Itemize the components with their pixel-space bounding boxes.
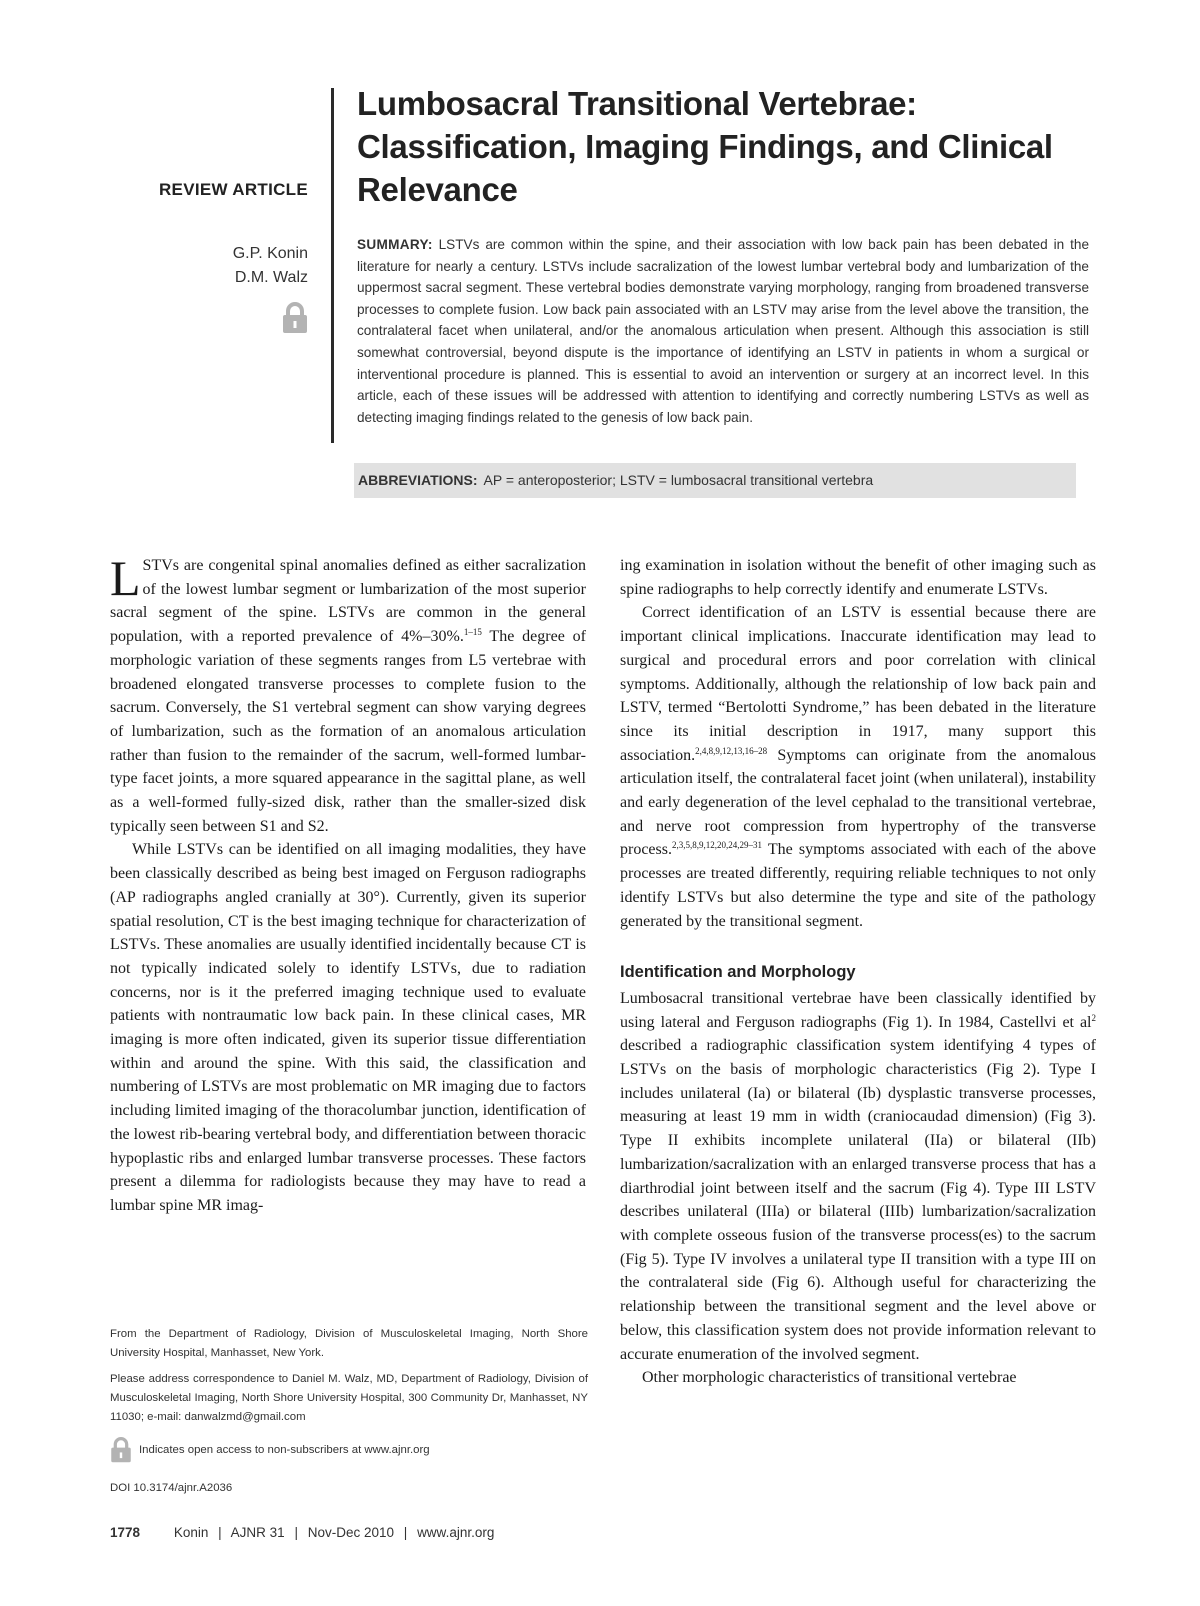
open-access-text: Indicates open access to non-subscribers at www.ajnr.org: [139, 1443, 430, 1456]
article-meta: [108, 180, 308, 334]
paragraph-text: The symptoms associated with each of the above processes are treated differently, requiring reliable techniques to not only identify LSTVs but also determine the type and site of the pathology generated by the transitional segment.: [620, 841, 1096, 930]
drop-cap: L: [110, 550, 141, 606]
body-column-right: [620, 554, 1096, 1390]
paragraph: [620, 987, 1096, 1366]
paragraph: While LSTVs can be identified on all imaging modalities, they have been classically described as being best imaged on Ferguson radiographs (AP radiographs angled cranially at 30°). Currently, given its superior spatial resolution, CT is the best imaging technique for characterization of LSTVs. These anomalies are usually identified incidentally because CT is not typically indicated solely to identify LSTVs, due to radiation concerns, nor is it the preferred imaging technique used to evaluate patients with nontraumatic low back pain. In these clinical cases, MR imaging is more often indicated, given its superior tissue differentiation within and around the spine. With this said, the classification and numbering of LSTVs are most problematic on MR imaging due to factors including limited imaging of the thoracolumbar junction, identification of the lowest rib-bearing vertebral body, and differentiation between thoracic hypoplastic ribs and enlarged lumbar transverse processes. These factors present a dilemma for radiologists because they may have to read a lumbar spine MR imag-: [110, 841, 586, 1214]
citation[interactable]: 2: [1091, 1012, 1096, 1023]
open-access-note: [110, 1437, 588, 1463]
page-footer: [110, 1525, 494, 1540]
header-divider: [331, 88, 334, 443]
citation[interactable]: 1–15: [463, 627, 482, 638]
author-list: [108, 242, 308, 290]
paragraph-text: described a radiographic classification system identifying 4 types of LSTVs on the basis of morphologic characteristics (Fig 2). Type I includes unilateral (Ia) or bilateral (Ib) dysplastic transverse processes, measuring at least 19 mm in width (craniocaudad dimension) (Fig 3). Type II exhibits incomplete unilateral (IIa) or bilateral (IIb) lumbarization/sacralization with an enlarged transverse process that has a diarthrodial joint between itself and the sacrum (Fig 4). Type III LSTV describes unilateral (IIIa) or bilateral (IIIb) lumbarization/sacralization with complete osseous fusion of the transverse process(es) to the sacrum (Fig 5). Type IV involves a unilateral type II transition with a type III on the contralateral side (Fig 6). Although useful for characterizing the relationship between the transitional segment and the level above or below, this classification system does not provide information relevant to accurate enumeration of the involved segment.: [620, 1037, 1096, 1363]
citation[interactable]: 2,4,8,9,12,13,16–28: [695, 745, 768, 756]
lock-icon: [110, 1437, 132, 1463]
paragraph: [110, 550, 587, 838]
article-type: REVIEW ARTICLE: [158, 180, 308, 199]
correspondence: Please address correspondence to Daniel M. Walz, MD, Department of Radiology, Division of Musculoskeletal Imaging, North Shore University Hospital, 300 Community Dr, Manhasset, NY 11030; e-mail: danwalzmd@gmail.com: [110, 1373, 588, 1423]
abbreviations-label: ABBREVIATIONS:: [358, 472, 478, 488]
footer-url[interactable]: www.ajnr.org: [417, 1525, 495, 1540]
citation[interactable]: 2,3,5,8,9,12,20,24,29–31: [671, 840, 762, 851]
paragraph-text: STVs are congenital spinal anomalies defined as either sacralization of the lowest lumbar segment or lumbarization of the most superior sacral segment of the spine. LSTVs are common in the general population, with a reported prevalence of 4%–30%.: [110, 557, 586, 646]
abbreviations-text: AP = anteroposterior; LSTV = lumbosacral transitional vertebra: [483, 472, 874, 488]
footer-date: Nov-Dec 2010: [307, 1525, 395, 1540]
body-column-left: [110, 550, 587, 1218]
paragraph-text: Correct identification of an LSTV is essential because there are important clinical implications. Inaccurate identification may lead to surgical and procedural errors and poor correlation with clinical symptoms. Additionally, although the relationship of low back pain and LSTV, termed “Bertolotti Syndrome,” has been debated in the literature since its initial description in 1917, many support this association.: [620, 604, 1096, 764]
footer-separator: |: [218, 1525, 222, 1540]
footer-separator: |: [294, 1525, 298, 1540]
summary: [357, 234, 1089, 428]
paragraph: ing examination in isolation without the benefit of other imaging such as spine radiographs to help correctly identify and enumerate LSTVs.: [620, 557, 1096, 598]
footer-separator: |: [403, 1525, 408, 1540]
paragraph: Other morphologic characteristics of transitional vertebrae: [642, 1369, 1017, 1387]
paragraph: [620, 601, 1096, 933]
paragraph-text: Lumbosacral transitional vertebrae have been classically identified by using lateral and Ferguson radiographs (Fig 1). In 1984, Castellvi et al: [620, 989, 1096, 1031]
doi: DOI 10.3174/ajnr.A2036: [110, 1482, 233, 1494]
abbreviations-box: [354, 463, 1076, 498]
section-heading: Identification and Morphology: [620, 963, 856, 982]
open-access-lock-icon: [108, 302, 308, 334]
author-name: D.M. Walz: [234, 269, 308, 286]
article-title: Lumbosacral Transitional Vertebrae: Classification, Imaging Findings, and Clinical Relevance: [357, 85, 1053, 208]
summary-text: LSTVs are common within the spine, and their association with low back pain has been debated in the literature for nearly a century. LSTVs include sacralization of the lowest lumbar vertebral body and lumbarization of the uppermost sacral segment. These vertebral bodies demonstrate varying morphology, ranging from broadened transverse processes to complete fusion. Low back pain associated with an LSTV may arise from the level above the transition, the contralateral facet when unilateral, and/or the anomalous articulation when present. Although this association is still somewhat controversial, beyond dispute is the importance of identifying an LSTV in patients in whom a surgical or interventional procedure is planned. This is essential to avoid an intervention or surgery at an incorrect level. In this article, each of these issues will be addressed with attention to identifying and correctly numbering LSTVs as well as detecting imaging findings related to the genesis of low back pain.: [357, 237, 1090, 425]
footer-author: Konin: [173, 1525, 209, 1540]
summary-label: SUMMARY:: [357, 237, 433, 252]
footer-journal: AJNR 31: [230, 1525, 285, 1540]
affiliation-from: From the Department of Radiology, Division of Musculoskeletal Imaging, North Shore University Hospital, Manhasset, New York.: [110, 1328, 588, 1359]
author-name: G.P. Konin: [232, 245, 308, 262]
affiliation-notes: [110, 1325, 588, 1505]
paragraph-text: The degree of morphologic variation of these segments ranges from L5 vertebrae with broadened elongated transverse processes to complete fusion to the sacrum. Conversely, the S1 vertebral segment can show varying degrees of lumbarization, such as the formation of an anomalous articulation rather than fusion to the remainder of the sacrum, well-formed lumbar-type facet joints, a more squared appearance in the sagittal plane, as well as a well-formed fully-sized disk, rather than the smaller-sized disk typically seen between S1 and S2.: [110, 628, 587, 835]
paragraph-text: Symptoms can originate from the anomalous articulation itself, the contralateral facet joint (when unilateral), instability and early degeneration of the level cephalad to the transitional vertebrae, and nerve root compression from hypertrophy of the transverse process.: [620, 746, 1096, 859]
page-number: 1778: [110, 1525, 141, 1540]
